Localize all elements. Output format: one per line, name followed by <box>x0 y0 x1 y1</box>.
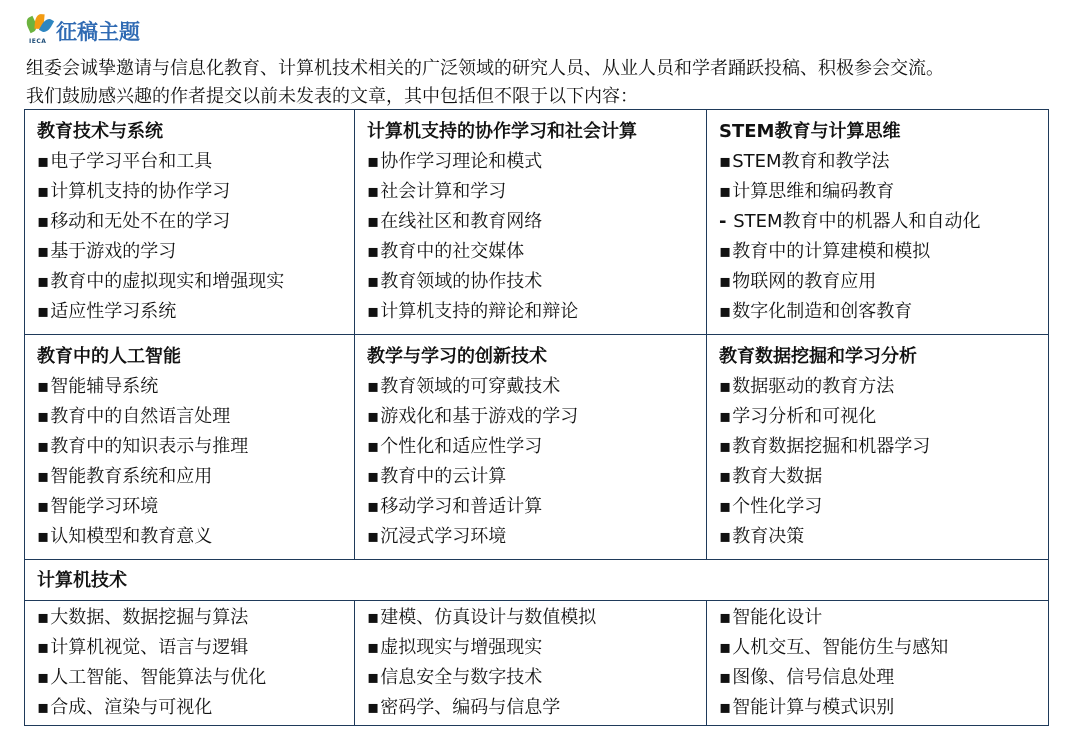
intro-line-2: 我们鼓励感兴趣的作者提交以前未发表的文章，其中包括但不限于以下内容： <box>26 86 638 107</box>
topic-item-text: 基于游戏的学习 <box>50 241 177 262</box>
topic-item <box>37 663 354 693</box>
topic-item <box>367 402 706 432</box>
topic-cell <box>707 110 1049 335</box>
topic-item-text: 教育中的计算建模和模拟 <box>732 241 931 262</box>
topic-item <box>37 297 354 327</box>
topic-item-text: 教育中的虚拟现实和增强现实 <box>50 271 285 292</box>
topic-item <box>37 267 354 297</box>
topic-item <box>37 432 354 462</box>
bullet-icon: ▪ <box>719 181 732 202</box>
bullet-icon: ▪ <box>37 151 50 172</box>
topic-item-text: 教育领域的协作技术 <box>380 271 543 292</box>
topic-item <box>367 462 706 492</box>
computer-tech-cell <box>355 601 707 726</box>
topic-item-text: 电子学习平台和工具 <box>50 151 213 172</box>
topic-item <box>37 372 354 402</box>
topic-row <box>25 335 1049 560</box>
topic-item-text: 教育决策 <box>732 526 805 547</box>
topic-item <box>367 693 706 723</box>
topic-item <box>37 207 354 237</box>
topic-item <box>37 522 354 552</box>
bullet-icon: ▪ <box>367 526 380 547</box>
topic-item-text: STEM教育中的机器人和自动化 <box>727 211 981 232</box>
topic-item <box>367 372 706 402</box>
bullet-icon: ▪ <box>367 241 380 262</box>
topic-cell <box>355 110 707 335</box>
topic-item <box>37 693 354 723</box>
topic-cell <box>707 335 1049 560</box>
topic-item-text: 数据驱动的教育方法 <box>732 376 895 397</box>
computer-tech-heading: 计算机技术 <box>37 570 127 591</box>
topic-item-text: 沉浸式学习环境 <box>380 526 507 547</box>
bullet-icon: ▪ <box>37 376 50 397</box>
bullet-icon: ▪ <box>719 241 732 262</box>
topic-item-text: 个性化学习 <box>732 496 823 517</box>
topic-item-text: 在线社区和教育网络 <box>380 211 543 232</box>
computer-tech-cell <box>25 601 355 726</box>
topic-item <box>367 633 706 663</box>
topic-item-text: STEM教育和教学法 <box>732 151 890 172</box>
topic-item <box>719 372 1048 402</box>
topic-item-text: 社会计算和学习 <box>380 181 507 202</box>
computer-tech-row <box>25 601 1049 726</box>
bullet-icon: ▪ <box>367 496 380 517</box>
bullet-icon: ▪ <box>367 406 380 427</box>
topic-item <box>719 402 1048 432</box>
topic-item <box>37 633 354 663</box>
page-title: 征稿主题 <box>56 20 140 44</box>
topic-item-text: 教育领域的可穿戴技术 <box>380 376 561 397</box>
topic-item-text: 计算思维和编码教育 <box>732 181 895 202</box>
topic-item <box>719 147 1048 177</box>
bullet-icon: ▪ <box>719 496 732 517</box>
topic-item-text: 教育中的知识表示与推理 <box>50 436 249 457</box>
bullet-icon: ▪ <box>367 376 380 397</box>
topic-item-text: 游戏化和基于游戏的学习 <box>380 406 579 427</box>
topic-item-text: 教育中的社交媒体 <box>380 241 525 262</box>
bullet-icon: ▪ <box>719 376 732 397</box>
ieca-logo <box>26 14 52 48</box>
topic-heading: 教育中的人工智能 <box>37 346 181 367</box>
bullet-icon: ▪ <box>367 607 380 628</box>
topic-item <box>367 522 706 552</box>
topic-cell <box>25 110 355 335</box>
bullet-icon: ▪ <box>37 271 50 292</box>
topic-item <box>367 492 706 522</box>
topic-item-text: 建模、仿真设计与数值模拟 <box>380 607 597 628</box>
topic-item-text: 教育大数据 <box>732 466 823 487</box>
topic-item <box>719 693 1048 723</box>
bullet-icon: ▪ <box>37 637 50 658</box>
topic-item <box>719 297 1048 327</box>
bullet-icon: ▪ <box>37 466 50 487</box>
topic-item <box>719 267 1048 297</box>
topic-item <box>719 663 1048 693</box>
computer-tech-cell <box>707 601 1049 726</box>
bullet-icon: ▪ <box>719 151 732 172</box>
bullet-icon: ▪ <box>37 526 50 547</box>
topic-item-text: 智能化设计 <box>732 607 823 628</box>
bullet-icon: ▪ <box>719 406 732 427</box>
topic-item <box>37 147 354 177</box>
topic-item <box>37 492 354 522</box>
bullet-icon: ▪ <box>37 436 50 457</box>
topic-item-text: 个性化和适应性学习 <box>380 436 543 457</box>
bullet-icon: ▪ <box>719 301 732 322</box>
bullet-icon: ▪ <box>367 697 380 718</box>
topics-table <box>24 109 1049 726</box>
bullet-icon: ▪ <box>37 406 50 427</box>
topic-item <box>719 603 1048 633</box>
topic-item <box>37 177 354 207</box>
bullet-icon: ▪ <box>719 667 732 688</box>
topic-item <box>37 237 354 267</box>
bullet-icon: ▪ <box>719 466 732 487</box>
bullet-icon: ▪ <box>719 526 732 547</box>
topic-heading: 教学与学习的创新技术 <box>367 346 547 367</box>
bullet-icon: ▪ <box>367 637 380 658</box>
topic-item <box>37 462 354 492</box>
computer-tech-header-cell <box>25 560 1049 601</box>
bullet-icon: ▪ <box>37 607 50 628</box>
topic-item <box>367 603 706 633</box>
topic-item-text: 物联网的教育应用 <box>732 271 877 292</box>
topic-row <box>25 110 1049 335</box>
bullet-icon: ▪ <box>37 211 50 232</box>
bullet-icon: ▪ <box>37 496 50 517</box>
topic-item-text: 教育中的自然语言处理 <box>50 406 231 427</box>
topic-item <box>367 237 706 267</box>
topic-heading: STEM教育与计算思维 <box>719 121 901 142</box>
topic-item <box>367 207 706 237</box>
topic-item <box>37 603 354 633</box>
topic-cell <box>355 335 707 560</box>
topic-item <box>367 177 706 207</box>
topic-heading: 计算机支持的协作学习和社会计算 <box>367 121 637 142</box>
topic-item <box>719 237 1048 267</box>
topic-item <box>719 522 1048 552</box>
topic-item-text: 适应性学习系统 <box>50 301 177 322</box>
bullet-icon: ▪ <box>367 271 380 292</box>
topic-item-text: 信息安全与数字技术 <box>380 667 543 688</box>
topic-item-text: 图像、信号信息处理 <box>732 667 895 688</box>
topic-item <box>367 297 706 327</box>
bullet-icon: ▪ <box>367 151 380 172</box>
topic-item <box>719 492 1048 522</box>
bullet-icon: ▪ <box>719 637 732 658</box>
page-header <box>26 14 140 48</box>
topic-item-text: 智能辅导系统 <box>50 376 159 397</box>
topic-item-text: 计算机支持的辩论和辩论 <box>380 301 579 322</box>
topic-item <box>719 207 1048 237</box>
topic-item <box>719 462 1048 492</box>
topic-item-text: 移动和无处不在的学习 <box>50 211 231 232</box>
topic-item-text: 计算机视觉、语言与逻辑 <box>50 637 249 658</box>
bullet-icon: ▪ <box>367 211 380 232</box>
topic-heading: 教育技术与系统 <box>37 121 163 142</box>
topic-item <box>367 147 706 177</box>
bullet-icon: ▪ <box>367 301 380 322</box>
bullet-icon: ▪ <box>37 241 50 262</box>
bullet-icon: ▪ <box>37 181 50 202</box>
bullet-icon: ▪ <box>719 697 732 718</box>
topic-item-text: 虚拟现实与增强现实 <box>380 637 543 658</box>
topic-item-text: 学习分析和可视化 <box>732 406 877 427</box>
topic-item <box>367 267 706 297</box>
topic-item-text: 智能教育系统和应用 <box>50 466 213 487</box>
bullet-icon: ▪ <box>37 667 50 688</box>
topic-item <box>719 177 1048 207</box>
topic-item <box>719 432 1048 462</box>
topic-item-text: 移动学习和普适计算 <box>380 496 543 517</box>
topic-item-text: 协作学习理论和模式 <box>380 151 543 172</box>
topic-item-text: 数字化制造和创客教育 <box>732 301 913 322</box>
topic-item <box>719 633 1048 663</box>
topic-cell <box>25 335 355 560</box>
bullet-icon: ▪ <box>719 436 732 457</box>
logo-text: IECA <box>29 38 47 45</box>
bullet-icon: ▪ <box>719 271 732 292</box>
bullet-icon: ▪ <box>367 667 380 688</box>
topic-item-text: 人工智能、智能算法与优化 <box>50 667 267 688</box>
topic-item-text: 合成、渲染与可视化 <box>50 697 213 718</box>
bullet-icon: ▪ <box>367 466 380 487</box>
topic-item <box>37 402 354 432</box>
topic-heading: 教育数据挖掘和学习分析 <box>719 346 917 367</box>
bullet-icon: ▪ <box>367 436 380 457</box>
topic-item-text: 密码学、编码与信息学 <box>380 697 561 718</box>
bullet-icon: ▪ <box>367 181 380 202</box>
computer-tech-header-row <box>25 560 1049 601</box>
bullet-icon: ▪ <box>37 697 50 718</box>
intro-line-1: 组委会诚挚邀请与信息化教育、计算机技术相关的广泛领域的研究人员、从业人员和学者踊跃投稿、积极参会交流。 <box>26 58 944 79</box>
bullet-icon: ▪ <box>719 607 732 628</box>
topic-item-text: 大数据、数据挖掘与算法 <box>50 607 249 628</box>
topic-item-text: 人机交互、智能仿生与感知 <box>732 637 949 658</box>
topic-item-text: 智能计算与模式识别 <box>732 697 895 718</box>
bullet-icon: - <box>719 211 727 232</box>
topic-item <box>367 432 706 462</box>
topic-item <box>367 663 706 693</box>
topic-item-text: 教育数据挖掘和机器学习 <box>732 436 931 457</box>
topic-item-text: 教育中的云计算 <box>380 466 507 487</box>
topic-item-text: 计算机支持的协作学习 <box>50 181 231 202</box>
topic-item-text: 智能学习环境 <box>50 496 159 517</box>
topic-item-text: 认知模型和教育意义 <box>50 526 213 547</box>
bullet-icon: ▪ <box>37 301 50 322</box>
